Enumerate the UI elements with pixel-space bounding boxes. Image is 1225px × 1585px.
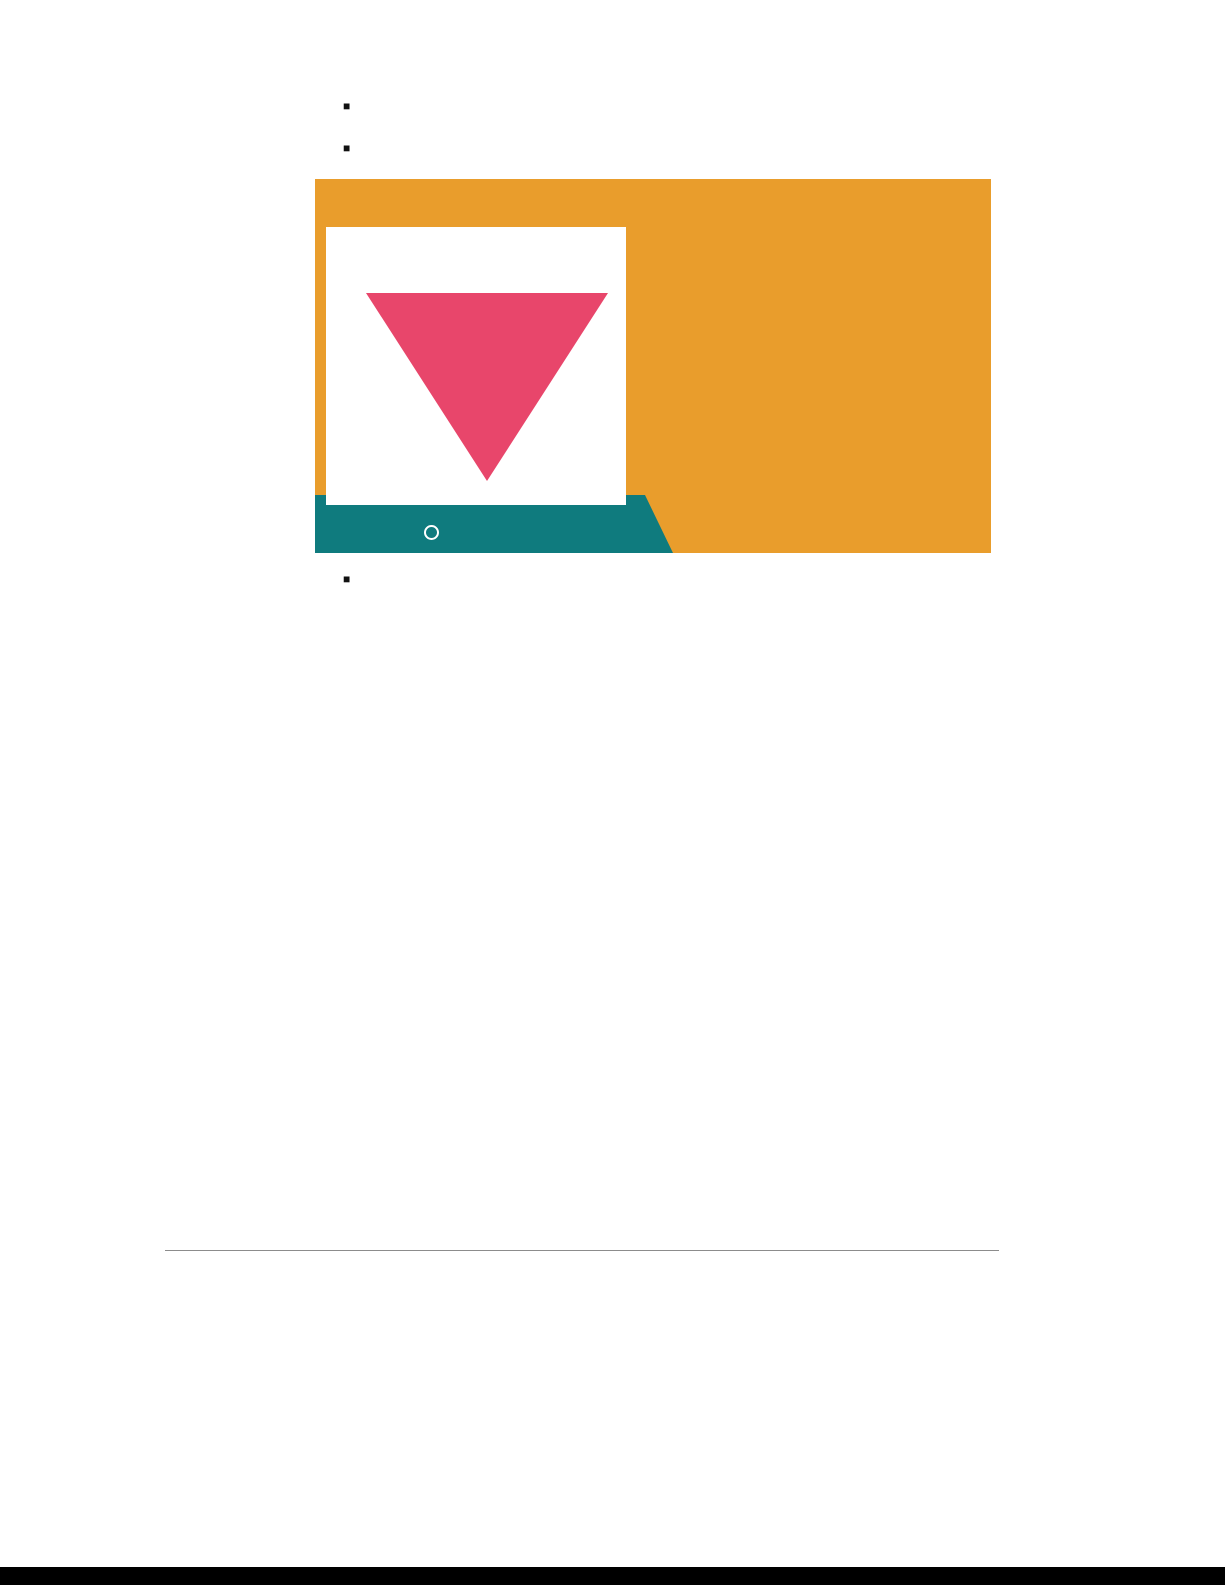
square-bullet-icon: ■ <box>343 572 351 586</box>
square-bullet-icon: ■ <box>343 99 351 113</box>
frequency-pyramid <box>326 227 626 505</box>
bullet-independent-clause <box>343 91 995 122</box>
logo-o-icon <box>424 525 439 540</box>
teal-band-corner <box>645 495 673 553</box>
frequency-panel <box>326 227 626 505</box>
ielts-langgo-logo <box>423 523 439 545</box>
document-body <box>315 80 995 606</box>
frequency-infographic <box>315 179 991 553</box>
page-bottom-edge <box>0 1567 1225 1585</box>
pyramid-triangle <box>366 293 608 481</box>
square-bullet-icon: ■ <box>343 141 351 155</box>
bullet-dependent-clause <box>343 133 995 164</box>
bullet-always <box>343 564 995 595</box>
page-footer-rule <box>165 1250 999 1251</box>
